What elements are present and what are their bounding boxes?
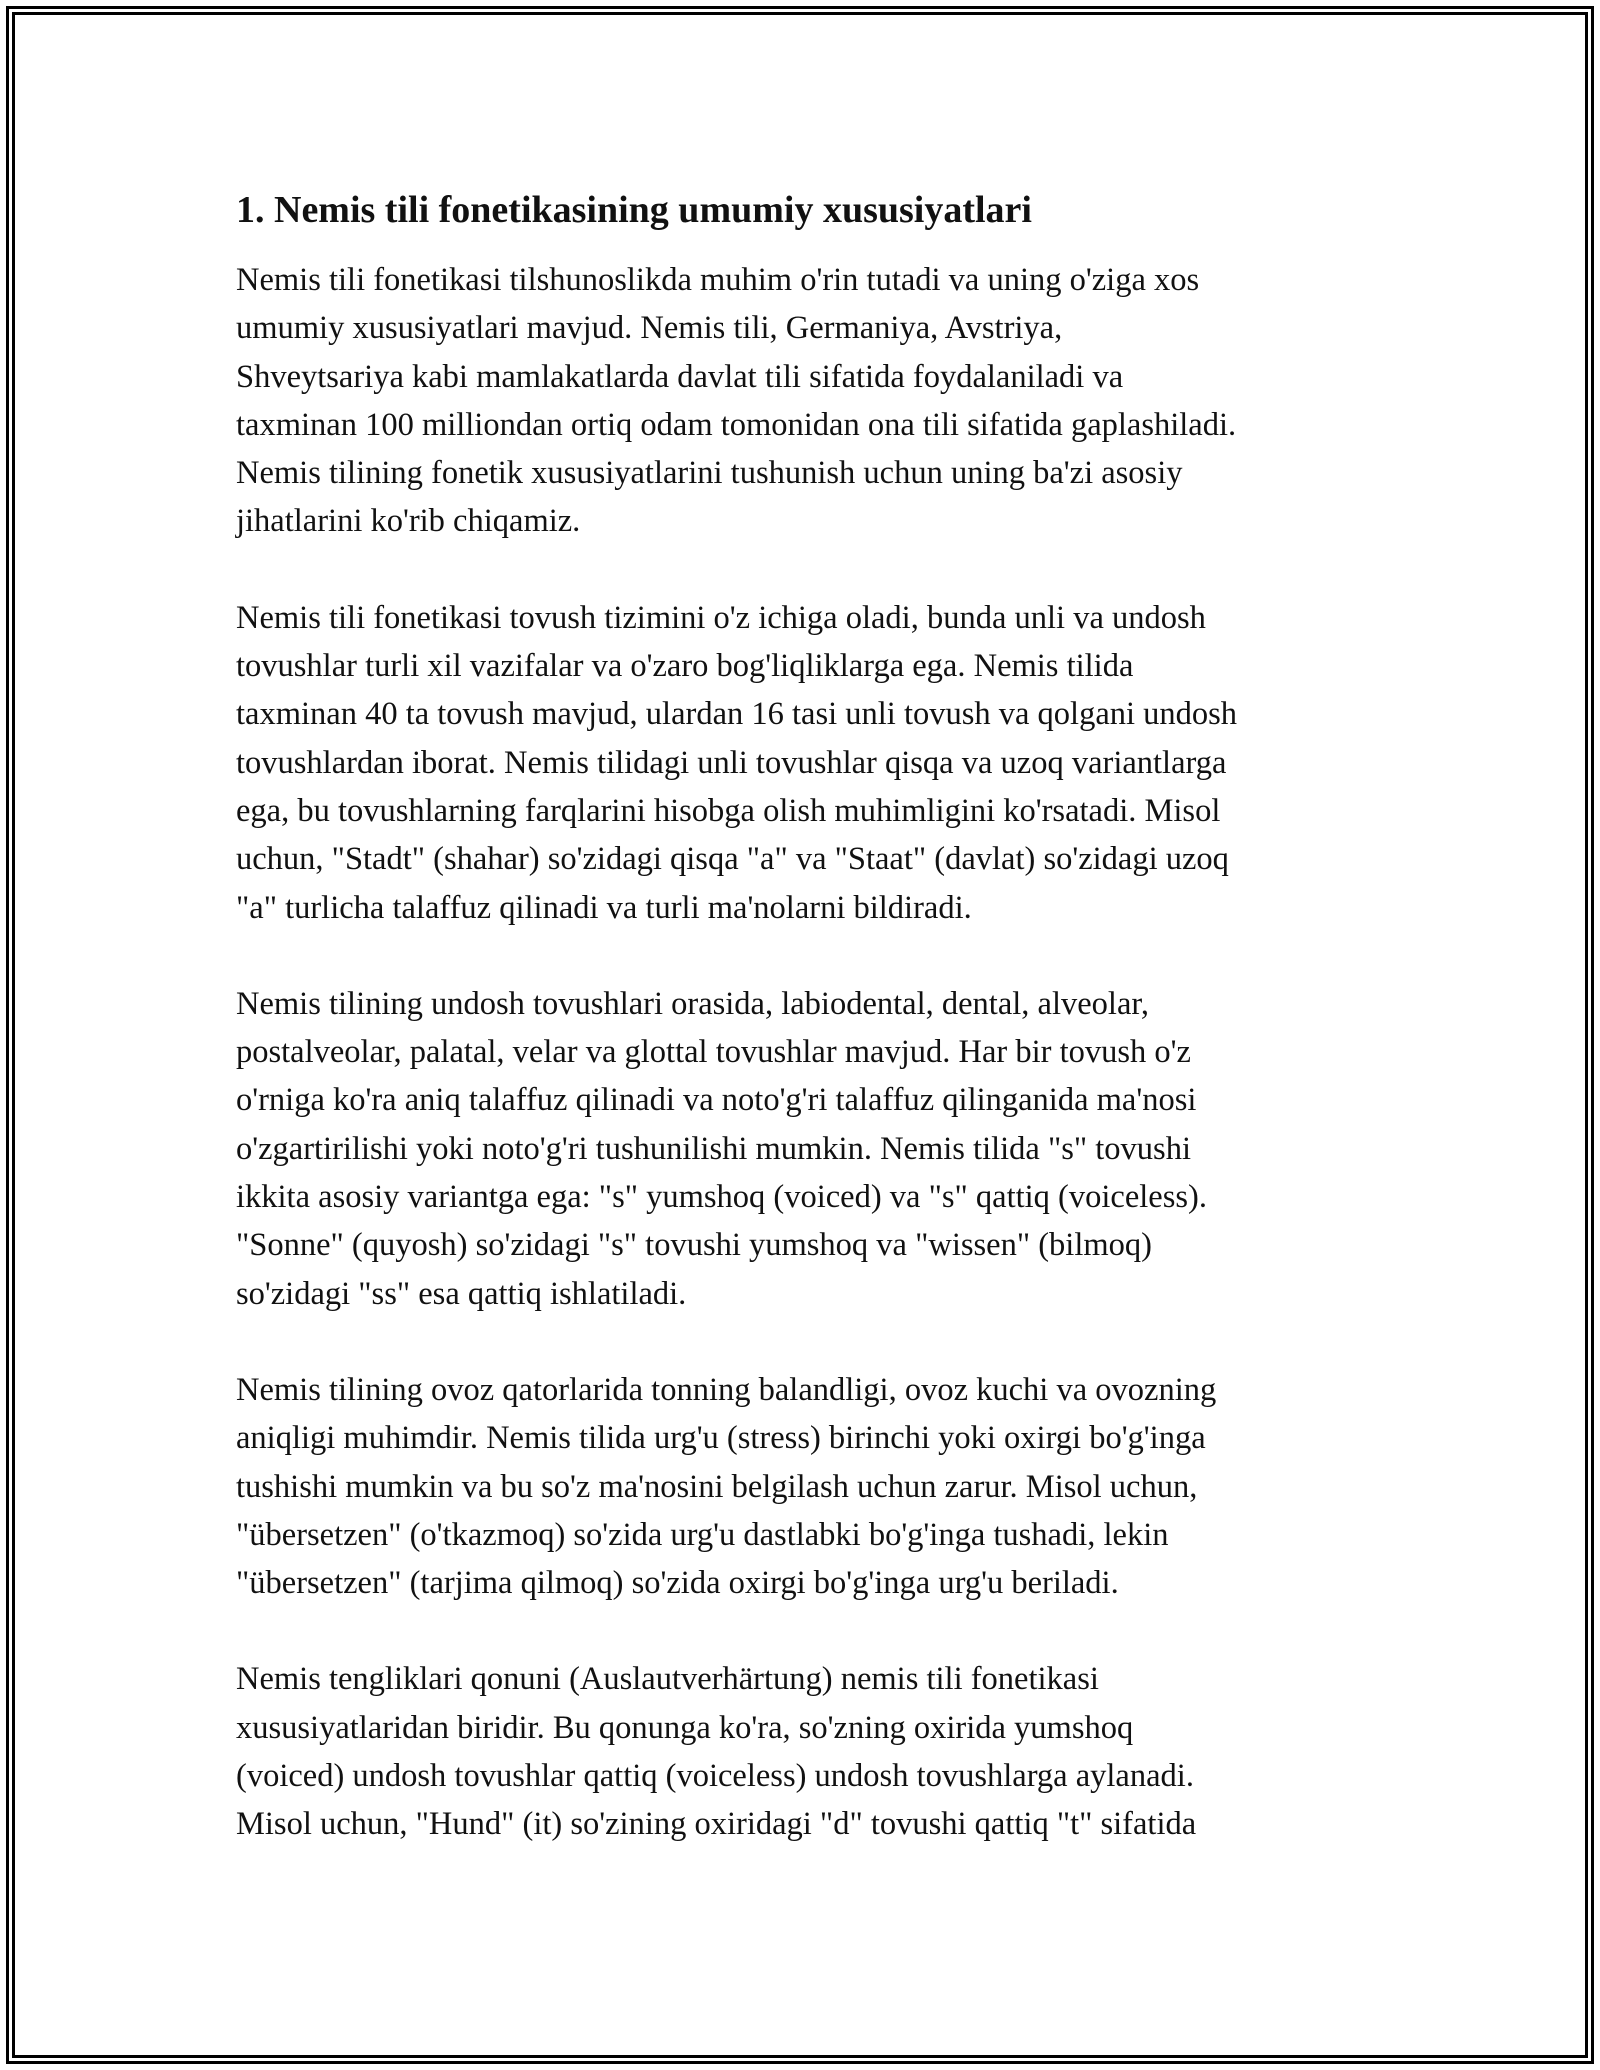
paragraph-consonants: Nemis tilining undosh tovushlari orasida, labiodental, dental, alveolar, postalveolar, palatal, velar va glottal tovushlar mavjud. Har bir tovush o'z o'rniga ko'ra aniq talaffuz qilinadi va noto'g'ri talaffuz qilinganida ma'nosi o'zgartirilishi yoki noto'g'ri tushunilishi mumkin. Nemis tilida "s" tovushi ikkita asosiy variantga ega: "s" yumshoq (voiced) va "s" qattiq (voiceless). "Sonne" (quyosh) so'zidagi "s" tovushi yumshoq va "wissen" (bilmoq) so'zidagi "ss" esa qattiq ishlatiladi. (236, 985, 1207, 1312)
paragraph-sound-system: Nemis tili fonetikasi tovush tizimini o'z ichiga oladi, bunda unli va undosh tovushlar turli xil vazifalar va o'zaro bog'liqliklarga ega. Nemis tilida taxminan 40 ta tovush mavjud, ulardan 16 tasi unli tovush va qolgani undosh tovushlardan iborat. Nemis tilidagi unli tovushlar qisqa va uzoq variantlarga ega, bu tovushlarning farqlarini hisobga olish muhimligini ko'rsatadi. Misol uchun, "Stadt" (shahar) so'zidagi qisqa "a" va "Staat" (davlat) so'zidagi uzoq "a" turlicha talaffuz qilinadi va turli ma'nolarni bildiradi. (236, 599, 1238, 926)
paragraph-stress: Nemis tilining ovoz qatorlarida tonning balandligi, ovoz kuchi va ovozning aniqligi muhimdir. Nemis tilida urg'u (stress) birinchi yoki oxirgi bo'g'inga tushishi mumkin va bu so'z ma'nosini belgilash uchun zarur. Misol uchun, "übersetzen" (o'tkazmoq) so'zida urg'u dastlabki bo'g'inga tushadi, lekin "übersetzen" (tarjima qilmoq) so'zida oxirgi bo'g'inga urg'u beriladi. (236, 1371, 1217, 1602)
paragraph-final-devoicing: Nemis tengliklari qonuni (Auslautverhärtung) nemis tili fonetikasi xususiyatlaridan biridir. Bu qonunga ko'ra, so'zning oxirida yumshoq (voiced) undosh tovushlar qattiq (voiceless) undosh tovushlarga aylanadi. Misol uchun, "Hund" (it) so'zining oxiridagi "d" tovushi qattiq "t" sifatida (236, 1661, 1197, 1843)
document-body (236, 186, 1376, 1897)
paragraph-intro: Nemis tili fonetikasi tilshunoslikda muhim o'rin tutadi va uning o'ziga xos umumiy xususiyatlari mavjud. Nemis tili, Germaniya, Avstriya, Shveytsariya kabi mamlakatlarda davlat tili sifatida foydalaniladi va taxminan 100 milliondan ortiq odam tomonidan ona tili sifatida gaplashiladi. Nemis tilining fonetik xususiyatlarini tushunish uchun uning ba'zi asosiy jihatlarini ko'rib chiqamiz. (236, 262, 1237, 540)
section-heading: 1. Nemis tili fonetikasining umumiy xususiyatlari (236, 189, 1032, 231)
